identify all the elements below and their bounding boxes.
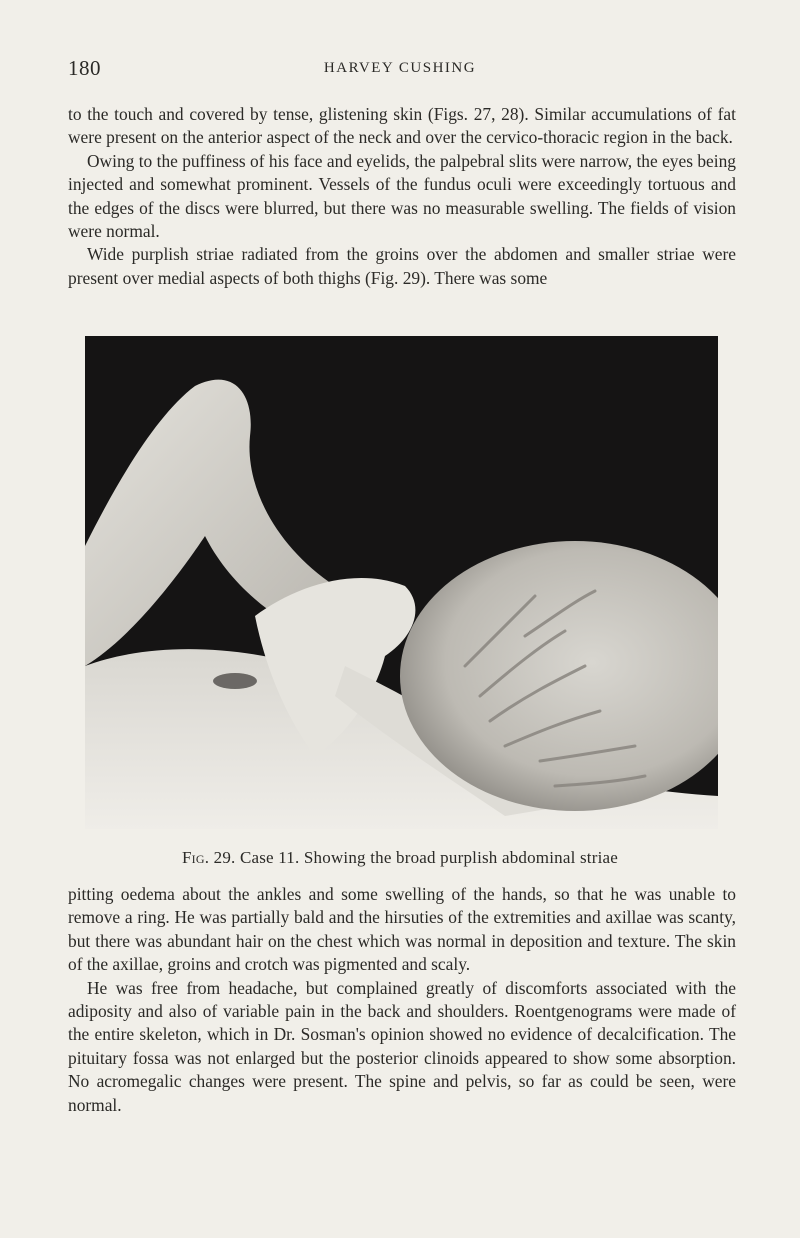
paragraph: Wide purplish striae radiated from the groins over the abdomen and smaller striae were present over medial aspects of both thighs (Fig. 29). There was some: [68, 244, 736, 288]
page-number: 180: [68, 56, 101, 80]
figure-caption: [0, 848, 800, 868]
paragraph: He was free from headache, but complained greatly of discomforts associated with the adiposity and also of variable pain in the back and shoulders. Roentgenograms were made of the entire skeleton, which in Dr. Sosman's opinion showed no evidence of decalcification. The pituitary fossa was not enlarged but the posterior clinoids appeared to show some absorption. No acromegalic changes were present. The spine and pelvis, so far as could be seen, were normal.: [68, 977, 736, 1115]
paragraph: pitting oedema about the ankles and some swelling of the hands, so that he was unable to remove a ring. He was partially bald and the hirsuties of the extremities and axillae was scanty, but there was abundant hair on the chest which was normal in deposition and texture. The skin of the axillae, groins and crotch was pigmented and scaly.: [68, 884, 736, 975]
figure-label: Fig. 29.: [182, 848, 236, 867]
body-text-top: [68, 103, 736, 290]
patient-photo-illustration: [85, 336, 718, 829]
running-head: HARVEY CUSHING: [323, 60, 477, 76]
figure-photograph: [85, 336, 718, 829]
body-text-bottom: [68, 883, 736, 1117]
paragraph: Owing to the puffiness of his face and eyelids, the palpebral slits were narrow, the eyes being injected and somewhat prominent. Vessels of the fundus oculi were exceedingly tortuous and the edges of the discs were blurred, but there was no measurable swelling. The fields of vision were normal.: [68, 150, 736, 242]
figure-caption-text: Case 11. Showing the broad purplish abdominal striae: [239, 848, 618, 867]
paragraph: to the touch and covered by tense, glistening skin (Figs. 27, 28). Similar accumulations of fat were present on the anterior aspect of the neck and over the cervico-thoracic region in the back.: [68, 104, 736, 148]
